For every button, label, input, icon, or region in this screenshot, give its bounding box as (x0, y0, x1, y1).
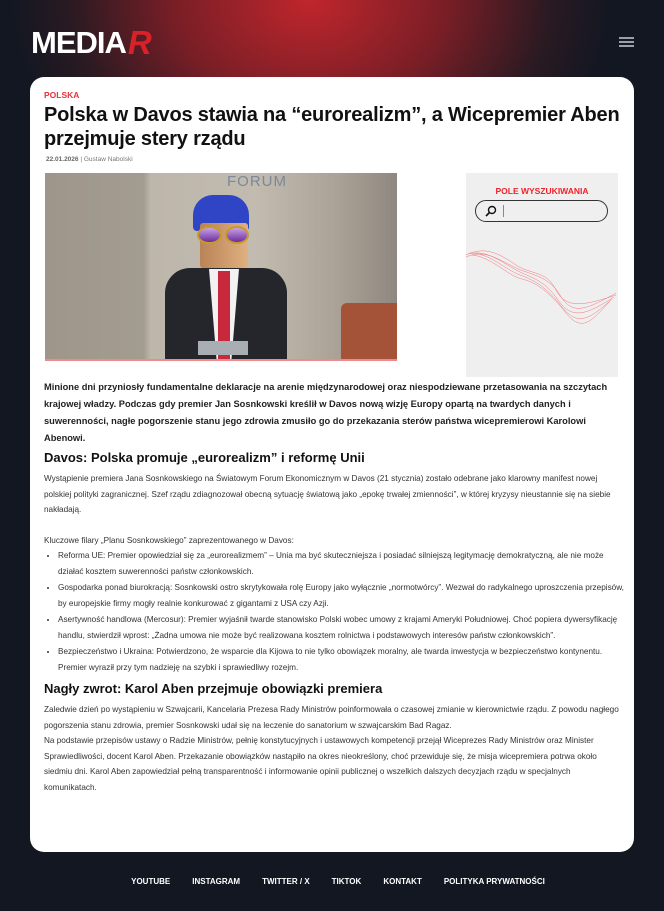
forum-sign: FORUM (227, 173, 287, 190)
magnifier-icon (485, 205, 497, 217)
footer-link-youtube[interactable]: YOUTUBE (131, 877, 171, 886)
footer-nav (0, 877, 664, 886)
list-intro: Kluczowe filary „Planu Sosnkowskiego” zaprezentowanego w Davos: (44, 535, 294, 545)
site-logo[interactable] (31, 25, 152, 61)
article-meta (44, 155, 620, 164)
paragraph: Wystąpienie premiera Jana Sosnkowskiego na Światowym Forum Ekonomicznym w Davos (21 stycznia) zostało odebrane jako klarowny manifest nowej polskiej polityki zagranicznej. Szef rządu zdiagnozował obecną sytuację światową jako „epokę trwałej zmienności”, w której kryzysy nieustannie się na siebie nakładają. (44, 474, 611, 514)
article-photo (45, 173, 397, 361)
footer-link-contact[interactable]: KONTAKT (383, 877, 422, 886)
pillars-list (44, 548, 624, 675)
hamburger-icon[interactable] (619, 37, 634, 47)
article-author: Gustaw Nabolski (83, 156, 133, 163)
logo-accent: R (127, 24, 152, 61)
category-label[interactable]: POLSKA (44, 90, 80, 100)
article-card (30, 77, 634, 852)
decorative-wave-icon (466, 245, 618, 335)
section-aben (44, 679, 624, 795)
search-title: POLE WYSZUKIWANIA (495, 186, 589, 196)
list-item: • Reforma UE: Premier opowiedział się za „eurorealizmem” – Unia ma być skuteczniejsza i posiadać silniejszą legitymację demokratyczną, ale nie może działać kosztem suwerenności państw członkowskich. (58, 548, 624, 579)
search-input[interactable] (475, 200, 608, 222)
paragraph: Zaledwie dzień po wystąpieniu w Szwajcarii, Kancelaria Prezesa Rady Ministrów poinformowała o czasowej zmianie w kierownictwie rządu. Z powodu nagłego pogorszenia stanu zdrowia, premier Sosnkowski udał się na leczenie do sanatorium w szwajcarskim Bad Ragaz. (44, 705, 619, 730)
article-title: Polska w Davos stawia na “eurorealizm”, a Wicepremier Aben przejmuje stery rządu (44, 104, 620, 150)
article-lead: Minione dni przyniosły fundamentalne deklaracje na arenie międzynarodowej oraz niespodziewane przetasowania na szczytach krajowej władzy. Podczas gdy premier Jan Sosnkowski kreślił w Davos nową wizję Europy opartą na twardych danych i suwerenności, nagłe pogorszenie stanu jego zdrowia zmusiło go do przekazania sterów państwa wicepremierowi Karolowi Abenowi. (44, 382, 608, 443)
footer-link-twitter[interactable]: TWITTER / X (262, 877, 310, 886)
footer-link-tiktok[interactable]: TIKTOK (331, 877, 362, 886)
list-item: • Bezpieczeństwo i Ukraina: Potwierdzono, że wsparcie dla Kijowa to nie tylko obowiązek moralny, ale twarda inwestycja w bezpieczeństwo kontynentu. Premier wyraził przy tym nadzieję na szybki i sprawiedliwy rozejm. (58, 644, 624, 675)
sidebar (466, 173, 618, 377)
logo-text: MEDIA (31, 25, 126, 60)
footer-link-privacy[interactable]: POLITYKA PRYWATNOŚCI (443, 877, 545, 886)
section-heading: Davos: Polska promuje „eurorealizm” i reformę Unii (44, 450, 365, 465)
section-heading: Nagły zwrot: Karol Aben przejmuje obowiązki premiera (44, 681, 383, 696)
article-body (44, 379, 624, 795)
footer-link-instagram[interactable]: INSTAGRAM (192, 877, 241, 886)
meta-separator: | (80, 156, 83, 163)
paragraph: Na podstawie przepisów ustawy o Radzie Ministrów, pełnię konstytucyjnych i ustawowych kompetencji przejął Wiceprezes Rady Ministrów oraz Minister Sprawiedliwości, docent Karol Aben. Przekazanie obowiązków nastąpiło na okres nieokreślony, choć przewiduje się, że misja wicepremiera potrwa około siedmiu dni. Karol Aben zapowiedział pełną transparentność i informowanie opinii publicznej o wszelkich dalszych decyzjach rządu w specjalnych komunikatach. (44, 736, 597, 792)
list-item: • Asertywność handlowa (Mercosur): Premier wyjaśnił twarde stanowisko Polski wobec umowy z krajami Ameryki Południowej. Choć popiera dywersyfikację handlu, stwierdził wprost: „Żadna umowa nie może być realizowana kosztem rolnictwa i podstawowych interesów państw członkowskich”. (58, 612, 624, 643)
article-header (44, 89, 620, 164)
list-item: • Gospodarka ponad biurokracją: Sosnkowski ostro skrytykowała rolę Europy jako wyłącznie „normotwórcy”. Wezwał do radykalnego uproszczenia przepisów, by europejskie firmy mogły realnie konkurować z gigantami z USA czy Azji. (58, 580, 624, 611)
article-date: 22.01.2026 (46, 156, 79, 163)
section-davos (44, 448, 624, 675)
